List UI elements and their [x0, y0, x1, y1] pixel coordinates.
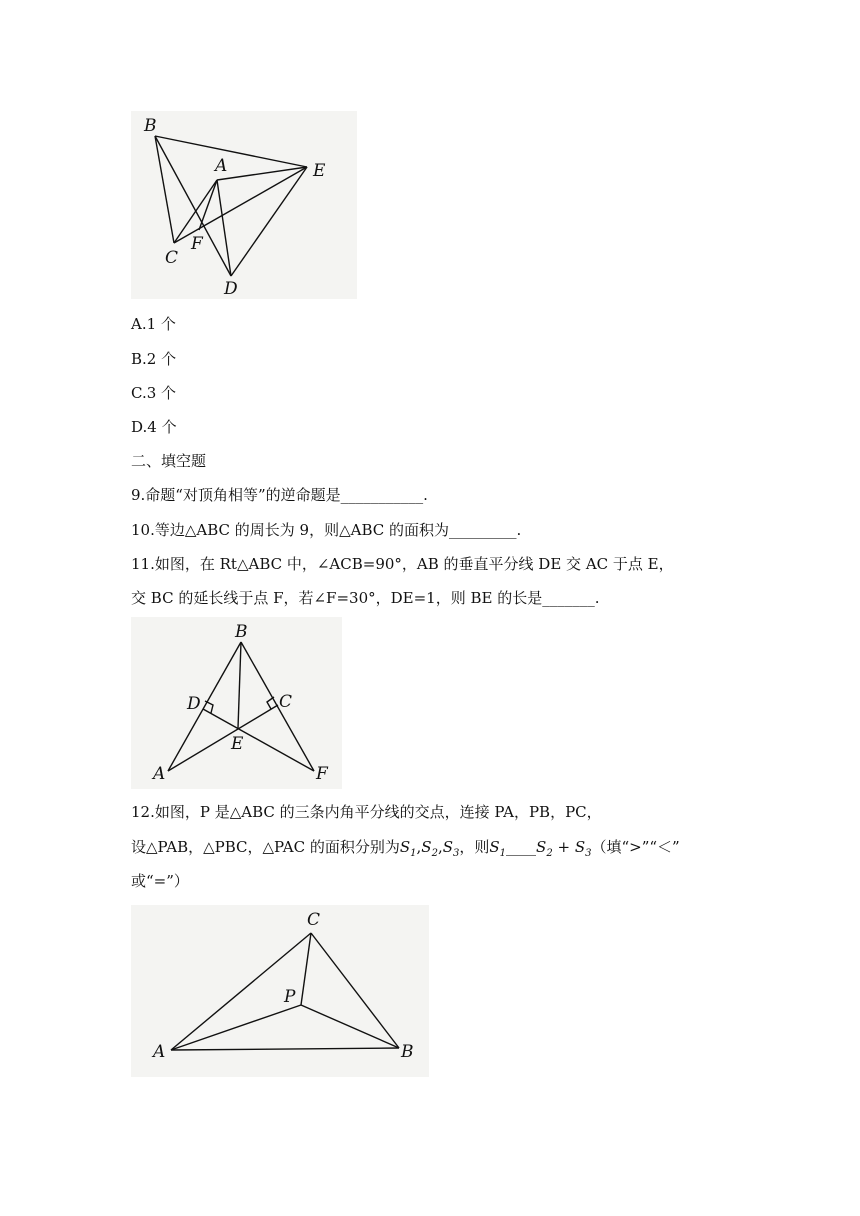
- question-11-line-1: 11.如图，在 Rt△ABC 中，∠ACB=90°，AB 的垂直平分线 DE 交 AC 于点 E，: [131, 555, 674, 573]
- question-12-line-2: [131, 837, 680, 864]
- label-c: C: [279, 692, 293, 712]
- label-c: C: [307, 910, 321, 930]
- question-10: 10.等边△ABC 的周长为 9，则△ABC 的面积为_________.: [131, 521, 522, 539]
- s-letter: S: [489, 838, 500, 856]
- option-c: C.3 个: [131, 384, 177, 402]
- section-title: 二、填空题: [131, 452, 207, 470]
- label-f: F: [316, 764, 328, 784]
- subscript-2: 2: [546, 848, 553, 859]
- label-p: P: [284, 987, 296, 1007]
- comma-1: ,: [416, 838, 422, 856]
- option-a: A.1 个: [131, 315, 176, 333]
- option-d: D.4 个: [131, 418, 177, 436]
- subscript-1: 1: [410, 848, 417, 859]
- s-letter: S: [536, 838, 547, 856]
- figure-2: [131, 617, 342, 789]
- subscript-1: 1: [499, 848, 507, 859]
- label-b: B: [235, 622, 248, 642]
- s3-symbol: [442, 838, 460, 859]
- segment-ad: [217, 180, 231, 276]
- segment-bc: [311, 933, 399, 1048]
- label-b: B: [401, 1042, 414, 1062]
- question-12-line-3: 或“=”）: [131, 872, 189, 890]
- label-c: C: [165, 248, 179, 268]
- then-text: ，则: [459, 838, 490, 856]
- segment-ce: [174, 167, 307, 243]
- s1-symbol-compare: [489, 838, 507, 859]
- segment-pc: [301, 933, 311, 1005]
- s2-symbol: [421, 838, 438, 859]
- question-12-prefix: 设△PAB，△PBC，△PAC 的面积分别为: [131, 838, 400, 856]
- figure-3-diagram: [131, 905, 429, 1077]
- segment-pb: [301, 1005, 399, 1048]
- question-12-suffix: （填“>”“＜”: [591, 838, 680, 856]
- label-f: F: [191, 234, 203, 254]
- label-a: A: [215, 156, 228, 176]
- s3-symbol-sum: [574, 838, 592, 859]
- label-b: B: [144, 116, 157, 136]
- s1-symbol: [399, 838, 417, 859]
- segment-af: [199, 180, 217, 230]
- s-letter: S: [574, 838, 586, 856]
- figure-2-diagram: [131, 617, 342, 789]
- figure-1: [131, 111, 357, 299]
- option-b: B.2 个: [131, 350, 177, 368]
- subscript-2: 2: [431, 848, 438, 859]
- segment-ae: [217, 167, 307, 180]
- subscript-3: 3: [453, 848, 460, 859]
- segment-be: [238, 642, 241, 728]
- question-12-line-1: 12.如图，P 是△ABC 的三条内角平分线的交点，连接 PA，PB，PC，: [131, 803, 602, 821]
- segment-ca: [168, 705, 278, 771]
- figure-1-diagram: [131, 111, 357, 299]
- answer-blank: ____: [506, 838, 537, 856]
- segment-be: [155, 136, 307, 167]
- s-letter: S: [442, 838, 453, 856]
- plus-sign: +: [552, 838, 575, 856]
- label-d: D: [224, 279, 238, 299]
- subscript-3: 3: [585, 848, 592, 859]
- segment-pa: [171, 1005, 301, 1050]
- segment-ab: [171, 1048, 399, 1050]
- s2-symbol-sum: [536, 838, 553, 859]
- s-letter: S: [399, 838, 411, 856]
- label-d: D: [187, 694, 201, 714]
- question-11-line-2: 交 BC 的延长线于点 F，若∠F=30°，DE=1，则 BE 的长是_______.: [131, 589, 600, 607]
- comma-2: ,: [437, 838, 443, 856]
- s-letter: S: [421, 838, 432, 856]
- label-e: E: [313, 161, 326, 181]
- figure-3: [131, 905, 429, 1077]
- label-e: E: [231, 734, 244, 754]
- question-9: 9.命题“对顶角相等”的逆命题是___________.: [131, 486, 428, 504]
- segment-bf: [241, 642, 314, 771]
- segment-de: [231, 167, 307, 276]
- label-a: A: [153, 764, 166, 784]
- label-a: A: [153, 1042, 166, 1062]
